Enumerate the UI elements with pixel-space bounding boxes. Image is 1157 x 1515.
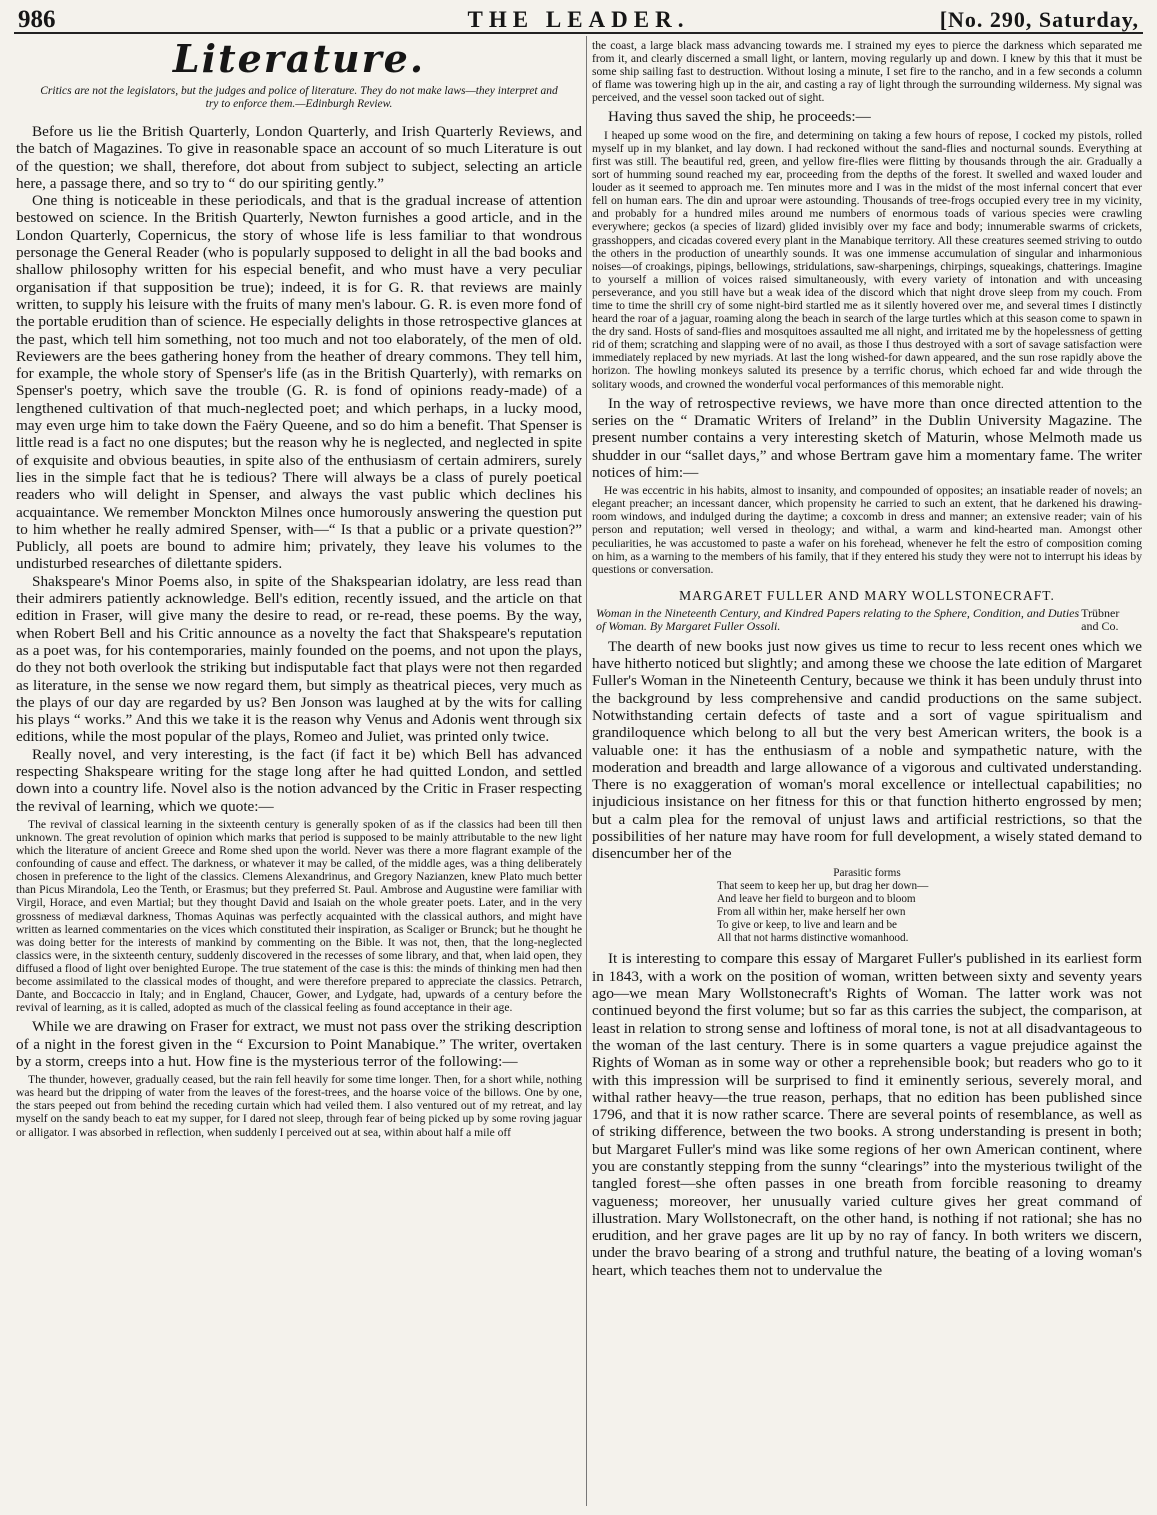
- block-quote: He was eccentric in his habits, almost to insanity, and compounded of opposites; an insatiable reader of novels; an elegant preacher; an incessant dancer, which propensity he carried to such an extent, that he darkened his drawing-room windows, and indulged during the daytime; a coxcomb in dress and manner; an extensive reader; vain of his person and reputation; well versed in theology; and withal, a warm and kind-hearted man. Amongst other peculiarities, he was accustomed to paste a wafer on his forehead, whenever he felt the estro of composition coming on him, as a warning to the members of his family, that if they entered his study they were not to interrupt his ideas by questions or conversation.: [592, 484, 1142, 576]
- paragraph: It is interesting to compare this essay of Margaret Fuller's published in its earliest form in 1843, with a work on the position of woman, written between sixty and seventy years ago—we mean Mary Wollstonecraft's Rights of Woman. The latter work was not continued beyond the first volume; but so far as this carries the subject, the comparison, at least in relation to strong sense and loftiness of moral tone, is not at all disadvantageous to the woman of the last century. There is in some quarters a vague prejudice against the Rights of Woman as in some way or other a reprehensible book; but readers who go to it with this impression will be surprised to find it eminently serious, severely moral, and withal rather heavy—the true reason, perhaps, that no edition has been published since 1796, and that it is now rather scarce. There are several points of resemblance, as well as of striking difference, between the two books. A strong understanding is present in both; but Margaret Fuller's mind was like some regions of her own American continent, where you are constantly stepping from the sunny “clearings” into the mysterious twilight of the tangled forest—she often passes in one breath from forcible reasoning to dreamy vagueness; moreover, her unusually varied culture gives her great command of illustration. Mary Wollstonecraft, on the other hand, is nothing if not rational; she has no erudition, and her grave pages are lit up by no ray of fancy. In both writers we discern, under the bravo bearing of a strong and truthful nature, the beating of a loving woman's heart, which teaches them not to undervalue the: [592, 950, 1142, 1279]
- paragraph: The dearth of new books just now gives us time to recur to less recent ones which we have hitherto noticed but slightly; and among these we choose the late edition of Margaret Fuller's Woman in the Nineteenth Century, because we think it has been unduly thrust into the background by less comprehensive and candid productions on the same subject. Notwithstanding certain defects of taste and a sort of vague spiritualism and grandiloquence which belong to all but the very best American writers, the book is a valuable one: it has the enthusiasm of a noble and sympathetic nature, with the moderation and breadth and large allowance of a vigorous and cultivated understanding. There is no exaggeration of woman's moral excellence or intellectual capabilities; no injudicious insistance on her fitness for this or that function hitherto engrossed by men; but a calm plea for the removal of unjust laws and artificial restrictions, so that the possibilities of her nature may have room for full development, a wisely stated demand to disencumber her of the: [592, 637, 1142, 863]
- paragraph: One thing is noticeable in these periodicals, and that is the gradual increase of attention bestowed on science. In the British Quarterly, Newton furnishes a good article, and in the London Quarterly, Copernicus, the story of whose life is less familiar to that wondrous personage the General Reader (who is popularly supposed to delight in all the bad books and shallow philosophy written for his especial benefit, and who must have a very peculiar organisation if that supposition be true); indeed, it is for G. R. that reviews are mainly written, to supply his leisure with the fruits of many men's labour. G. R. is even more fond of the portable erudition than of science. He especially delights in those retrospective glances at the past, which tell him something, not too much and not too elaborately, of the men of old. Reviewers are the bees gathering honey from the heather of dreary commons. They tell him, for example, the whole story of Spenser's life (as in the British Quarterly), with remarks on Spenser's poetry, which save the trouble (G. R. is fond of opinions ready-made) of a lengthened cultivation of that much-neglected poet; and which perhaps, in a lucky mood, may even urge him to take down the Faëry Queene, and so do him a benefit. That Spenser is little read is a fact no one disputes; but the reason why he is neglected, and neglected in spite of exquisite and obvious beauties, in spite also of the enthusiasm of certain admirers, surely lies in the simple fact that he is tedious? There will always be a class of purely poetical readers who will delight in Spenser, and always the vast public which declines his acquaintance. We remember Monckton Milnes once humorously answering the question put to him whether he really admired Spenser, with—“ Is that a public or a private question?” Publicly, all poets are bound to admire him; privately, they leave his volumes to the undisturbed researches of dilettante spiders.: [16, 192, 582, 573]
- poem-title: Parasitic forms: [833, 866, 901, 879]
- block-quote: The thunder, however, gradually ceased, but the rain fell heavily for some time longer. Then, for a short while, nothing was heard but the dripping of water from the leaves of the forest-trees, and the hoarse voice of the billows. One by one, the stars peeped out from behind the receding curtain which had veiled them. I also ventured out of my retreat, and lay myself on the sandy beach to eat my supper, for I dared not sleep, through fear of being picked up by some roving jaguar or alligator. I was absorbed in reflection, when suddenly I perceived out at sea, within about half a mile off: [16, 1073, 582, 1139]
- poem-line: That seem to keep her up, but drag her down—: [717, 880, 929, 893]
- paragraph: While we are drawing on Fraser for extract, we must not pass over the striking description of a night in the forest given in the “ Excursion to Point Manabique.” The writer, overtaken by a storm, creeps into a hut. How fine is the mysterious terror of the following:—: [16, 1018, 582, 1070]
- book-citation: [592, 607, 1142, 638]
- paragraph: In the way of retrospective reviews, we have more than once directed attention to the series on the “ Dramatic Writers of Ireland” in the Dublin University Magazine. The present number contains a very interesting sketch of Maturin, whose Melmoth made us shudder in our “sallet days,” and whose Bertram gave him a momentary fame. The writer notices of him:—: [592, 394, 1142, 481]
- poem-excerpt: [592, 867, 1142, 945]
- poem-line: All that not harms distinctive womanhood.: [717, 931, 909, 944]
- left-column: [16, 36, 582, 1508]
- paragraph: Shakspeare's Minor Poems also, in spite of the Shakspearian idolatry, are less read than their admirers patiently acknowledge. Bell's edition, recently issued, and the article on that edition in Fraser, will give many the desire to read, or re-read, these poems. By the way, when Robert Bell and his Critic announce as a novelty the fact that Shakspeare's reputation as a poet was, for his contemporaries, mainly founded on the poems, and not upon the plays, do they not both overlook the striking but indisputable fact that plays were not then regarded as literature, in the sense we now regard them, but simply as theatrical pieces, very much as the plays of our day are regarded by us? Ben Jonson was laughed at by the wits for calling his plays “ works.” And this we take it is the reason why Venus and Adonis went through six editions, while the most popular of the plays, Romeo and Juliet, was printed only twice.: [16, 572, 582, 746]
- paragraph: Having thus saved the ship, he proceeds:—: [608, 108, 871, 126]
- poem-line: From all within her, make herself her own: [717, 906, 906, 919]
- section-motto: Critics are not the legislators, but the judges and police of literature. They do not make laws—they interpret and try to enforce them.—Edinburgh Review.: [40, 85, 558, 110]
- page-header: [14, 6, 1143, 34]
- issue-label: [No. 290, Saturday,: [939, 7, 1139, 32]
- block-quote: I heaped up some wood on the fire, and determining on taking a few hours of repose, I cocked my pistols, rolled myself up in my blanket, and lay down. I had reckoned without the sand-flies and nocturnal sounds. Everything at first was still. The beautiful red, green, and yellow fire-flies were flitting by thousands through the air. Gradually a sort of humming sound reached my ear, proceeding from the depths of the forest. It swelled and waxed louder and louder as it seemed to approach me. Ten minutes more and I was in the midst of the most infernal concert that ever fell on human ears. The din and uproar were astounding. Thousands of tree-frogs occupied every tree in my vicinity, and probably for a hundred miles around me numbers of enormous toads of various species were crawling everywhere; geckos (a species of lizard) glided invisibly over my face and body; innumerable swarms of crickets, grasshoppers, and cicadas covered every plant in the Manabique territory. All these creatures seemed striving to outdo the others in the production of unearthly sounds. It was one immense accumulation of singular and inharmonious noises—of croakings, pipings, bellowings, stridulations, saw-sharpenings, chirpings, squeakings, chatterings. Imagine to yourself a million of voices raised simultaneously, with every variety of intonation and with unceasing perseverance, and you still have but a weak idea of the discord which that night drove sleep from my couch. From time to time the shrill cry of some night-bird startled me as it silently hovered over me, and several times I distinctly heard the roar of a jaguar, roaming along the beach in search of the large turtles which at this season come to spawn in the dry sand. Hosts of sand-flies and mosquitoes assaulted me all night, and irritated me by the hopelessness of getting rid of them; scratching and slapping were of no avail, as those I thus destroyed with a sort of savage satisfaction were immediately replaced by new myriads. At last the long wished-for dawn appeared, and the sun rose rapidly above the horizon. The howling monkeys saluted its presence by a terrific chorus, which echoed far and wide through the solitary woods, and crowned the wonderful vocal performances of this memorable night.: [592, 128, 1142, 391]
- paragraph: Really novel, and very interesting, is the fact (if fact it be) which Bell has advanced respecting Shakspeare writing for the stage long after he had quitted London, and settled down into a country life. Novel also is the notion advanced by the Critic in Fraser respecting the revival of learning, which we quote:—: [16, 745, 582, 815]
- page-number: 986: [18, 6, 56, 33]
- block-quote-continued: the coast, a large black mass advancing towards me. I strained my eyes to pierce the darkness which separated me from it, and clearly discerned a small light, or lantern, moving regularly up and down. I knew by this that it must be some ship sailing fast to destruction. Without losing a minute, I set fire to the rancho, and in a few seconds a column of flame was towering high up in the air, and casting a ray of light through the surrounding wilderness. My signal was perceived, and the vessel soon tacked out of sight.: [592, 39, 1142, 105]
- publisher: Trübner and Co.: [1081, 605, 1120, 634]
- right-column: [592, 36, 1142, 1508]
- poem-line: And leave her field to burgeon and to bloom: [717, 893, 916, 906]
- citation-text: Woman in the Nineteenth Century, and Kindred Papers relating to the Sphere, Condition, and Duties of Woman. By Margaret Fuller Ossoli.: [596, 605, 1080, 634]
- paragraph: Before us lie the British Quarterly, London Quarterly, and Irish Quarterly Reviews, and the batch of Magazines. To give in reasonable space an account of so much Literature is out of the question; we shall, therefore, dot about from subject to subject, selecting an article here, a passage there, and so try to “ do our spiriting gently.”: [16, 123, 582, 192]
- column-rule: [586, 36, 587, 1506]
- section-title: Literature.: [172, 36, 426, 81]
- poem-line: To give or keep, to live and learn and be: [717, 918, 898, 931]
- article-title: MARGARET FULLER AND MARY WOLLSTONECRAFT.: [679, 587, 1055, 603]
- block-quote: The revival of classical learning in the sixteenth century is generally spoken of as if the classics had been till then unknown. The great revolution of opinion which marks that period is supposed to be mainly attributable to the new light which the literature of ancient Greece and Rome shed upon the world. Never was there a more flagrant example of the confounding of cause and effect. The darkness, or whatever it may be called, of the middle ages, was a thing deliberately chosen in preference to the light of the classics. Clemens Alexandrinus, and Gregory Nazianzen, knew Plato much better than Picus Mirandola, Leo the Tenth, or Erasmus; but they preferred St. Paul. Ambrose and Augustine were familiar with Virgil, Horace, and even Martial; but they thought David and Isaiah on the whole greater poets. Later, and in the very grossness of mediæval darkness, Thomas Aquinas was perfectly acquainted with the classical authors, and might have written as learned commentaries on the vices which constituted their inspiration, as Scaliger or Brunck; but he thought he was doing better for the interests of mankind by commenting on the Bible. It was not, then, that the long-neglected classics were, in the sixteenth century, suddenly discovered in the recesses of some library, and that, when laid open, they diffused a flood of light over benighted Europe. The true statement of the case is this: the minds of thinking men had then become assimilated to the classical modes of thought, and were therefore prepared to appreciate the classics. Petrarch, Dante, and Boccaccio in Italy; and in England, Chaucer, Gower, and Lydgate, had, upwards of a century before the revival of learning, as it is called, adopted as much of the classical feeling as found acceptance in their age.: [16, 817, 582, 1015]
- masthead-title: THE LEADER.: [467, 7, 690, 32]
